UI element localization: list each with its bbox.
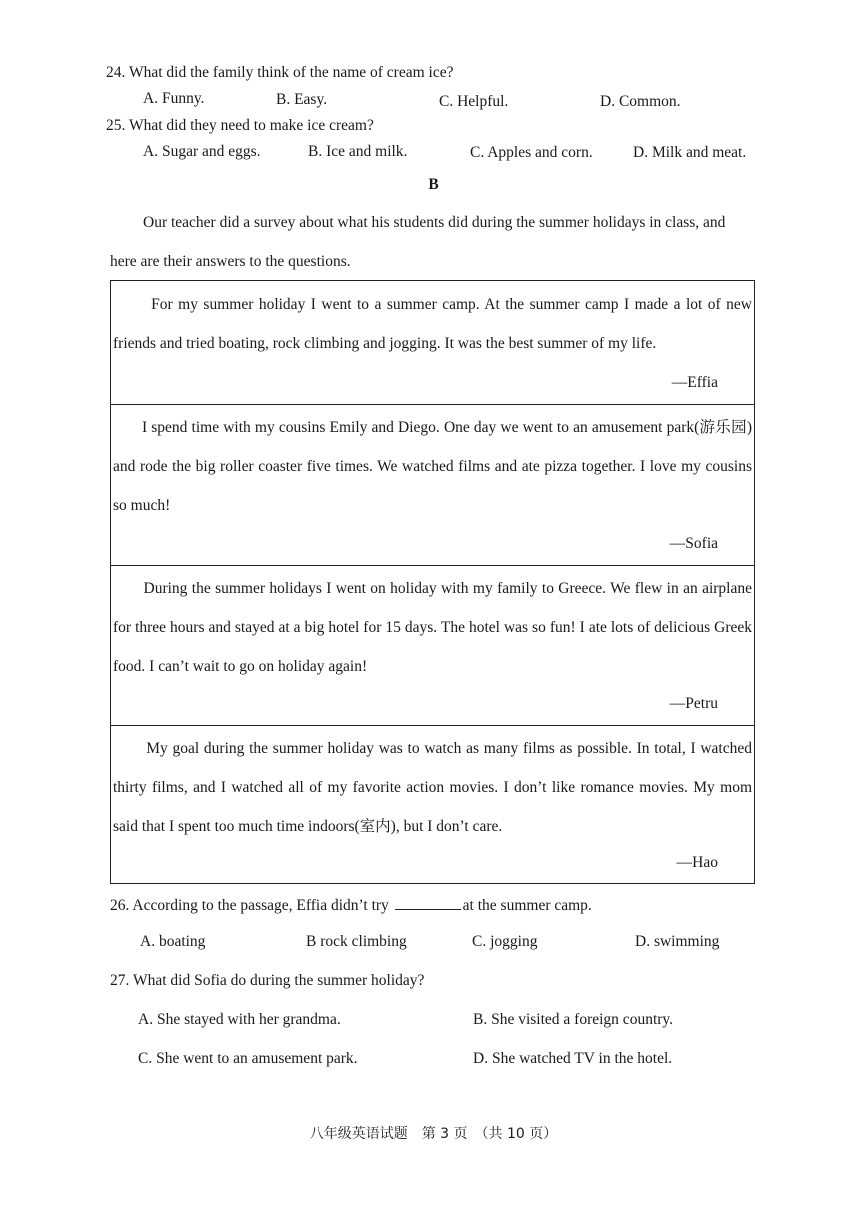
answer-text-hao: My goal during the summer holiday was to watch as many films as possible. In total, I watched thirty films, and I watched all of my favorite action movies. I don’t like romance movies. My mom said that I spent too much time indoors(室内), but I don’t care. — [113, 740, 752, 835]
q26-option-a: A. boating — [140, 933, 206, 950]
q27-option-c: C. She went to an amusement park. — [138, 1050, 358, 1067]
answer-box-sofia — [110, 404, 755, 565]
page-footer: 八年级英语试题 第 3 页 （共 10 页） — [309, 1126, 558, 1142]
q27-option-a: A. She stayed with her grandma. — [138, 1011, 341, 1028]
answer-box-hao — [110, 725, 755, 884]
q26-option-d: D. swimming — [635, 933, 720, 950]
section-b-heading: B — [428, 176, 439, 193]
answer-text-effia: For my summer holiday I went to a summer camp. At the summer camp I made a lot of new friends and tried boating, rock climbing and jogging. It was the best summer of my life. — [113, 296, 752, 352]
q25-option-d: D. Milk and meat. — [633, 144, 747, 161]
answer-box-petru — [110, 565, 755, 725]
q25-option-a: A. Sugar and eggs. — [143, 143, 261, 160]
answer-name-petru: —Petru — [669, 695, 718, 712]
answer-text-sofia: I spend time with my cousins Emily and Diego. One day we went to an amusement park(游乐园) and rode the big roller coaster five times. We watched films and ate pizza together. I love my cousins so much! — [113, 419, 752, 514]
answer-blank — [395, 895, 461, 910]
q24-option-b: B. Easy. — [276, 91, 328, 108]
question-26-stem — [110, 895, 592, 915]
question-24-stem: 24. What did the family think of the name of cream ice? — [106, 64, 454, 81]
q26-stem-after: at the summer camp. — [462, 897, 592, 914]
answer-name-hao: —Hao — [676, 854, 718, 871]
question-25-stem: 25. What did they need to make ice cream? — [106, 117, 374, 134]
q25-option-b: B. Ice and milk. — [308, 143, 408, 160]
q24-option-c: C. Helpful. — [439, 93, 509, 110]
q26-option-c: C. jogging — [472, 933, 538, 950]
section-b-intro-line-2: here are their answers to the questions. — [110, 253, 351, 270]
q25-option-c: C. Apples and corn. — [470, 144, 593, 161]
answer-text-petru: During the summer holidays I went on holiday with my family to Greece. We flew in an airplane for three hours and stayed at a big hotel for 15 days. The hotel was so fun! I ate lots of delicious Greek food. I can’t wait to go on holiday again! — [113, 580, 752, 675]
section-b-intro-line-1: Our teacher did a survey about what his students did during the summer holidays in class, and — [143, 214, 726, 231]
question-27-stem: 27. What did Sofia do during the summer holiday? — [110, 972, 425, 989]
q27-option-b: B. She visited a foreign country. — [473, 1011, 674, 1028]
answer-name-sofia: —Sofia — [669, 535, 718, 552]
q24-option-d: D. Common. — [600, 93, 681, 110]
q26-option-b: B rock climbing — [306, 933, 407, 950]
answer-box-effia — [110, 280, 755, 404]
q24-option-a: A. Funny. — [143, 90, 205, 107]
answer-name-effia: —Effia — [671, 374, 718, 391]
q27-option-d: D. She watched TV in the hotel. — [473, 1050, 673, 1067]
q26-stem-before: 26. According to the passage, Effia didn’t try — [110, 897, 389, 914]
